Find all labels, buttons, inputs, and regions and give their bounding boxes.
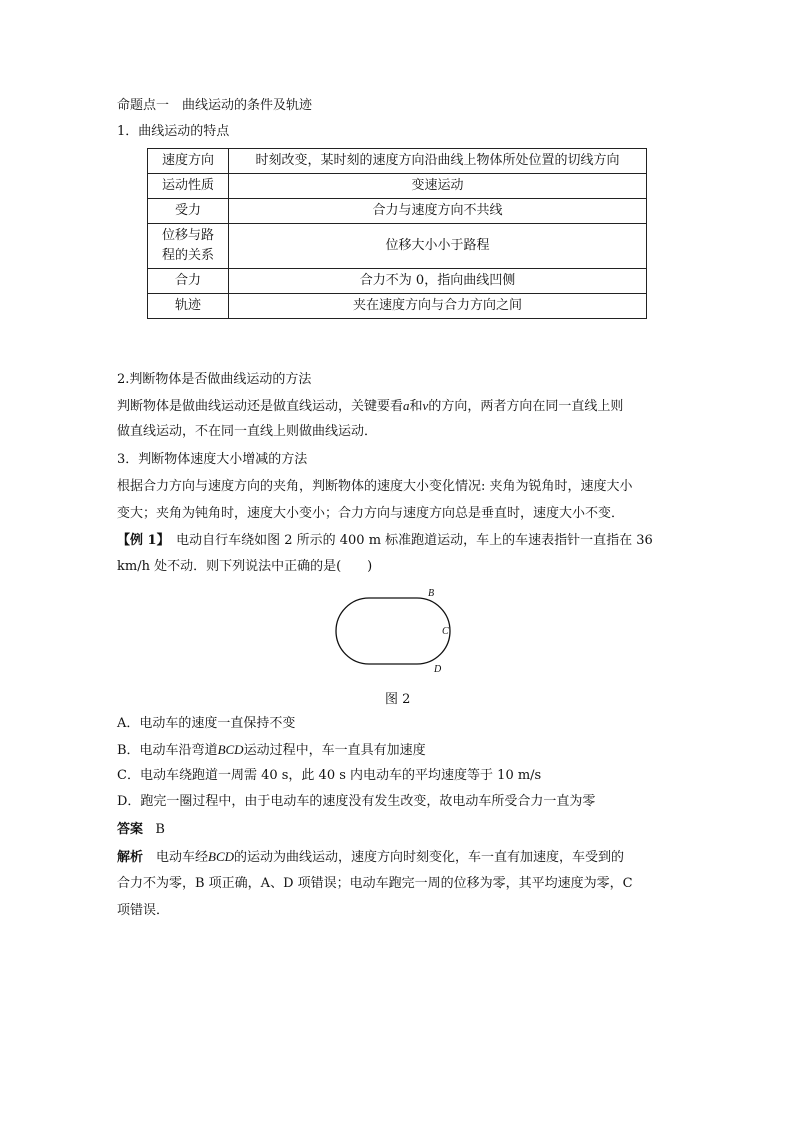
table-key: 速度方向 [148,149,229,174]
point-b-label: B [428,588,435,599]
table-key: 受力 [148,199,229,224]
section-heading: 命题点一 曲线运动的条件及轨迹 [117,98,313,113]
figure-caption: 图 2 [385,692,411,707]
subsection-title-2: 2.判断物体是否做曲线运动的方法 [117,372,312,387]
subsection-title-3: 3．判断物体速度大小增减的方法 [117,452,308,467]
variable-bcd: BCD [208,849,235,864]
text-span: B．电动车沿弯道 [117,743,218,758]
table-key: 运动性质 [148,174,229,199]
text-span: 运动过程中，车一直具有加速度 [243,743,426,758]
text-span: 的运动为曲线运动，速度方向时刻变化，车一直有加速度，车受到的 [234,850,625,865]
paragraph-line: 做直线运动，不在同一直线上则做曲线运动． [117,424,378,439]
example-line [117,531,653,551]
table-value: 位移大小小于路程 [229,224,647,269]
analysis-line: 合力不为零，B 项正确，A、D 项错误；电动车跑完一周的位移为零，其平均速度为零，C [117,876,633,891]
table-value: 合力不为 0，指向曲线凹侧 [229,269,647,294]
table-row [148,149,647,174]
paragraph-line [117,396,623,417]
table-value: 变速运动 [229,174,647,199]
option-d: D．跑完一圈过程中，由于电动车的速度没有发生改变，故电动车所受合力一直为零 [117,794,596,809]
text-span: 判断物体是做曲线运动还是做直线运动，关键要看 [117,399,404,414]
text-span: 电动自行车绕如图 2 所示的 400 m 标准跑道运动，车上的车速表指针一直指在 36 [163,533,653,548]
paragraph-line: 根据合力方向与速度方向的夹角，判断物体的速度大小变化情况: 夹角为锐角时，速度大小 [117,479,633,494]
table-row [148,224,647,269]
analysis-label: 解析 [117,850,144,865]
table-key: 轨迹 [148,294,229,319]
table-row [148,269,647,294]
variable-bcd: BCD [217,742,244,757]
table-value: 时刻改变，某时刻的速度方向沿曲线上物体所处位置的切线方向 [229,149,647,174]
text-span: 电动车经 [143,850,209,865]
answer-line [117,820,165,840]
table-key: 合力 [148,269,229,294]
table-row [148,294,647,319]
example-tag: 【例 1】 [117,533,164,548]
point-c-label: C [442,626,449,637]
table-row [148,199,647,224]
table-key-line: 程的关系 [161,248,214,263]
table-value: 合力与速度方向不共线 [229,199,647,224]
option-c: C．电动车绕跑道一周需 40 s，此 40 s 内电动车的平均速度等于 10 m/s [117,768,542,783]
paragraph-line: 变大；夹角为钝角时，速度大小变小；合力方向与速度方向总是垂直时，速度大小不变． [117,506,625,521]
text-span: 和 [409,399,423,414]
track-figure [330,588,460,682]
table-key-line: 位移与路 [161,228,214,243]
curve-motion-table [147,148,647,319]
table-row [148,174,647,199]
track-oval [336,598,450,664]
analysis-line: 项错误． [117,903,170,918]
point-d-label: D [434,664,442,675]
text-span: 的方向，两者方向在同一直线上则 [428,399,624,414]
example-line: km/h 处不动．则下列说法中正确的是( ) [117,559,373,574]
table-key [148,224,229,269]
variable-v: v [422,398,429,413]
answer-label: 答案 [117,822,144,837]
answer-value: B [155,822,165,837]
analysis-line [117,847,624,868]
variable-a: a [403,398,410,413]
table-value: 夹在速度方向与合力方向之间 [229,294,647,319]
option-a: A．电动车的速度一直保持不变 [117,716,296,731]
subsection-title-1: 1．曲线运动的特点 [117,124,230,139]
option-b [117,740,426,761]
